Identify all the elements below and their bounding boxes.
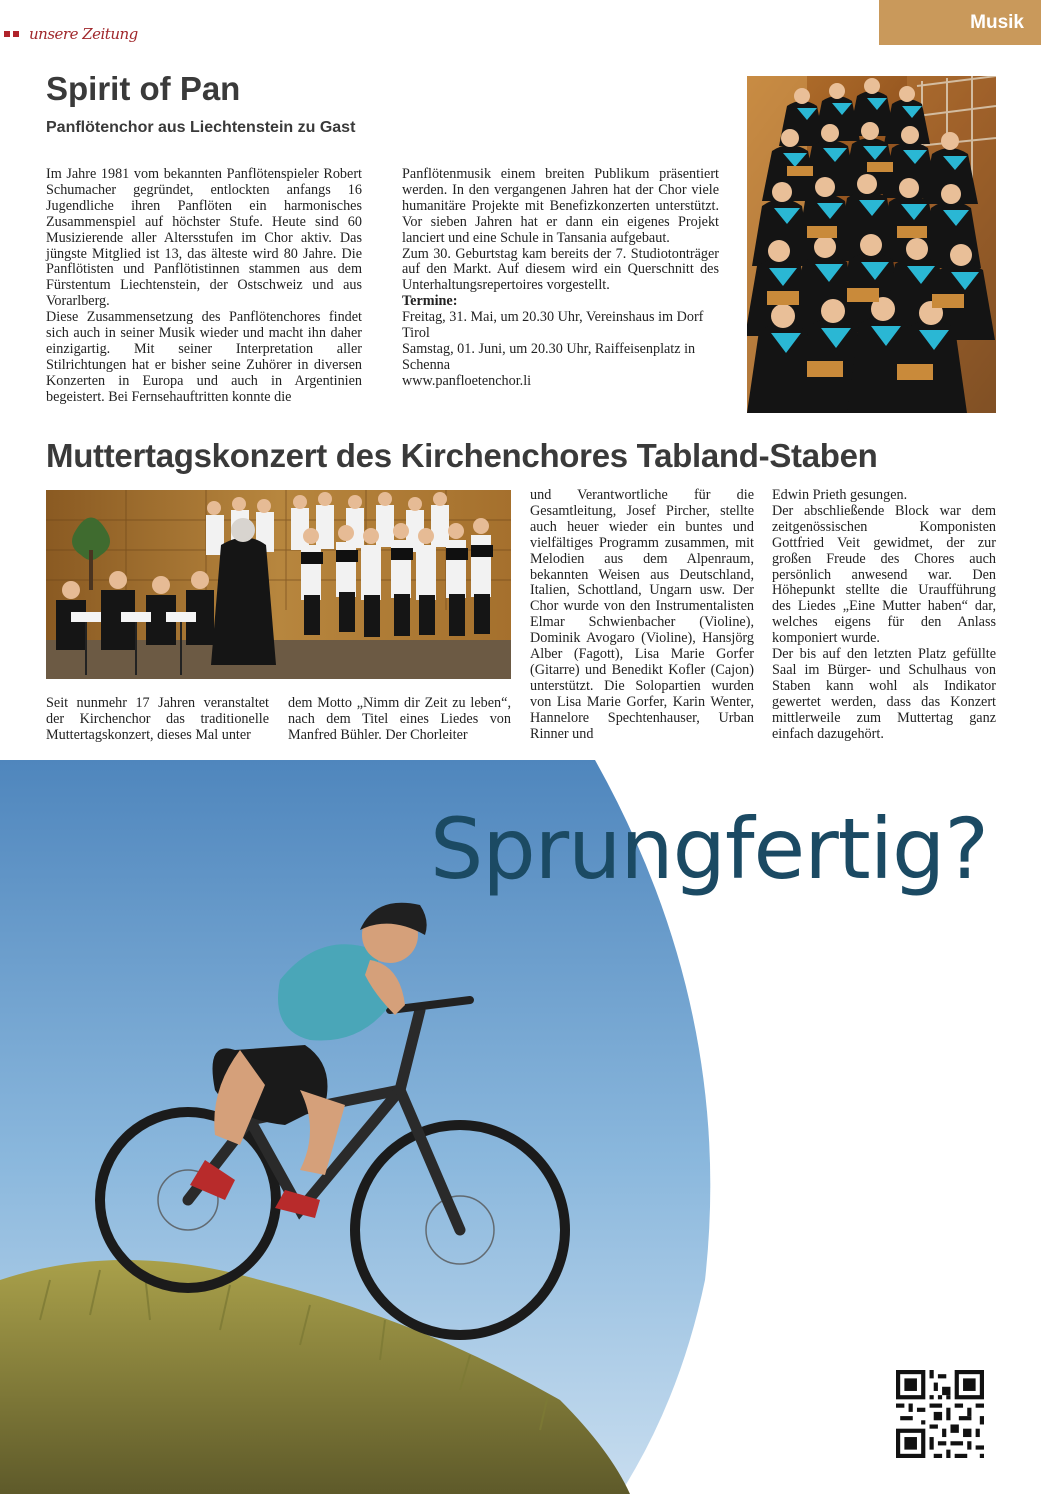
article2-column-1 xyxy=(46,696,269,744)
masthead-bullet xyxy=(13,31,19,37)
article1-paragraph: Diese Zusammensetzung des Panflötenchores findet sich auch in seiner Musik wieder und macht ihn daher einzigartig. Mit seiner Interpretation aller Stilrichtungen hat er bisher seine Zuhörer in diversen Konzerten in Europa und auch in Argentinien begeistert. Bei Fernsehauftritten konnte die xyxy=(46,309,362,405)
masthead xyxy=(0,22,138,46)
article2-column-3 xyxy=(530,488,754,743)
article2-column-2 xyxy=(288,696,511,744)
article1-paragraph: Panflötenmusik einem breiten Publikum präsentiert werden. In den vergangenen Jahren hat der Chor viele humanitäre Projekte mit Benefizkonzerten unterstützt. Vor sieben Jahren hat er dann ein eigenes Projekt lanciert und eine Schule in Tansania aufgebaut. xyxy=(402,166,719,246)
article2-paragraph: und Verantwortliche für die Gesamtleitung, Josef Pircher, stellte auch heuer wieder ein buntes und vielfältiges Programm zusammen, mit Melodien aus dem Alpenraum, bekannten Weisen aus Deutschland, Italien, Schottland, Ungarn usw. Der Chor wurde von den Instrumentalisten Elmar Schwienbacher (Violine), Dominik Avogaro (Violine), Hansjörg Alber (Fagott), Lisa Marie Gorfer (Gitarre) und Benedikt Kofler (Cajon) unterstützt. Die Solopartien wurden von Lisa Marie Gorfer, Karin Wenter, Hannelore Spechtenhauser, Urban Rinner und xyxy=(530,487,754,742)
article1-headline: Spirit of Pan xyxy=(46,70,241,107)
article2-paragraph: Edwin Prieth gesungen. xyxy=(772,487,908,503)
termine-heading: Termine: xyxy=(402,293,458,310)
masthead-logo: unsere Zeitung xyxy=(29,25,138,43)
article2-paragraph: dem Motto „Nimm dir Zeit zu leben“, nach dem Titel eines Liedes von Manfred Bühler. Der Chorleiter xyxy=(288,695,511,743)
article1-column-1 xyxy=(46,167,362,406)
article1-paragraph: Im Jahre 1981 vom bekannten Panflötenspieler Robert Schumacher gegründet, entlockten anfangs 16 Jugendliche ihren Panflöten ein harmonisches Zusammenspiel auf höchster Stufe. Heute sind 60 Musizierende aller Altersstufen im Chor aktiv. Das jüngste Mitglied ist 13, das älteste wird 80 Jahre. Die Panflötisten und Panflötistinnen stammen aus dem Fürstentum Liechtenstein, der Ostschweiz und aus Vorarlberg. xyxy=(46,166,362,310)
panflute-choir-photo xyxy=(747,76,996,413)
section-tab xyxy=(879,0,1041,45)
termine-label: Termine xyxy=(402,293,453,310)
termine-entry: Samstag, 01. Juni, um 20.30 Uhr, Raiffeisenplatz in Schenna xyxy=(402,340,696,373)
article2-paragraph: Der bis auf den letzten Platz gefüllte Saal im Bürger- und Schulhaus von Staben kann wohl als Indikator gewertet werden, dass das Konzert mittlerweile zum Muttertag ganz einfach dazugehört. xyxy=(772,646,996,742)
website-link[interactable]: www.panfloetenchor.li xyxy=(402,372,532,389)
article1-subheadline: Panflötenchor aus Liechtenstein zu Gast xyxy=(46,119,356,136)
article2-paragraph: Seit nunmehr 17 Jahren veranstaltet der Kirchenchor das traditionelle Muttertagskonzert, dieses Mal unter xyxy=(46,695,269,743)
article2-paragraph: Der abschließende Block war dem zeitgenössischen Komponisten Gottfried Veit gewidmet, der zur großen Freude des Chores auch persönlich anwesend war. Den Höhepunkt stellte die Uraufführung des Liedes „Eine Mutter haben“ dar, welches eigens für den Anlass komponiert wurde. xyxy=(772,502,996,647)
article2-column-4 xyxy=(772,488,996,743)
section-tab-label: Musik xyxy=(970,11,1024,33)
termine-entry: Freitag, 31. Mai, um 20.30 Uhr, Vereinshaus im Dorf Tirol xyxy=(402,309,704,342)
article1-paragraph: Zum 30. Geburtstag kam bereits der 7. Studiotonträger auf den Markt. Auf diesem wird ein Querschnitt des Unterhaltungsrepertoires vorgestellt. xyxy=(402,245,719,294)
masthead-bullet xyxy=(4,31,10,37)
article2-headline: Muttertagskonzert des Kirchenchores Tabland-Staben xyxy=(46,437,878,474)
article1-column-2 xyxy=(402,167,719,390)
qr-code[interactable] xyxy=(896,1370,984,1458)
mountain-bike-advertisement xyxy=(0,760,1041,1494)
church-choir-concert-photo xyxy=(46,490,511,679)
ad-slogan: Sprungfertig? xyxy=(430,800,988,898)
